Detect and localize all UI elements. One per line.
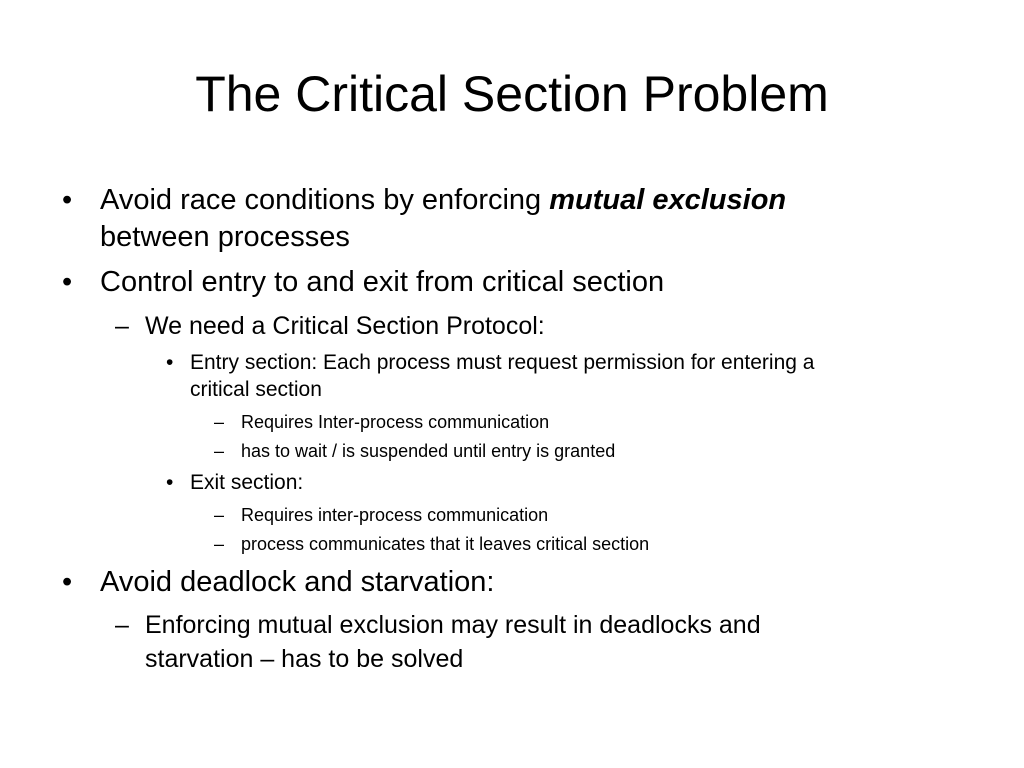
entry-detail-wait: has to wait / is suspended until entry is granted (241, 441, 616, 461)
bullet-marker: • (62, 266, 73, 298)
exit-detail-ipc: Requires inter-process communication (241, 505, 549, 525)
bullet-2-text: Control entry to and exit from critical section (100, 266, 665, 298)
bullet-marker: • (62, 184, 73, 216)
deadlock-line-1: Enforcing mutual exclusion may result in deadlocks and (145, 611, 761, 639)
bullet-marker: • (62, 566, 73, 598)
dash-marker: – (115, 312, 129, 340)
dash-marker: – (214, 505, 225, 525)
bullet-1-emphasis: mutual exclusion (549, 184, 787, 216)
bullet-1-text: Avoid race conditions by enforcing (100, 184, 550, 216)
sub-item-protocol: We need a Critical Section Protocol: (145, 312, 545, 340)
dash-marker: – (214, 412, 225, 432)
dash-marker: – (214, 441, 225, 461)
bullet-marker: • (166, 351, 174, 374)
bullet-3-text: Avoid deadlock and starvation: (100, 566, 495, 598)
bullet-1-line-1 (100, 182, 786, 219)
bullet-1-line-2: between processes (100, 221, 350, 253)
entry-detail-ipc: Requires Inter-process communication (241, 412, 550, 432)
entry-section-line-1: Entry section: Each process must request permission for entering a (190, 351, 815, 374)
bullet-marker: • (166, 471, 174, 494)
exit-detail-leaves: process communicates that it leaves critical section (241, 534, 650, 554)
entry-section-line-2: critical section (190, 378, 322, 401)
exit-section-text: Exit section: (190, 471, 304, 494)
slide-title: The Critical Section Problem (195, 66, 829, 122)
dash-marker: – (214, 534, 225, 554)
dash-marker: – (115, 611, 129, 639)
deadlock-line-2: starvation – has to be solved (145, 645, 464, 673)
